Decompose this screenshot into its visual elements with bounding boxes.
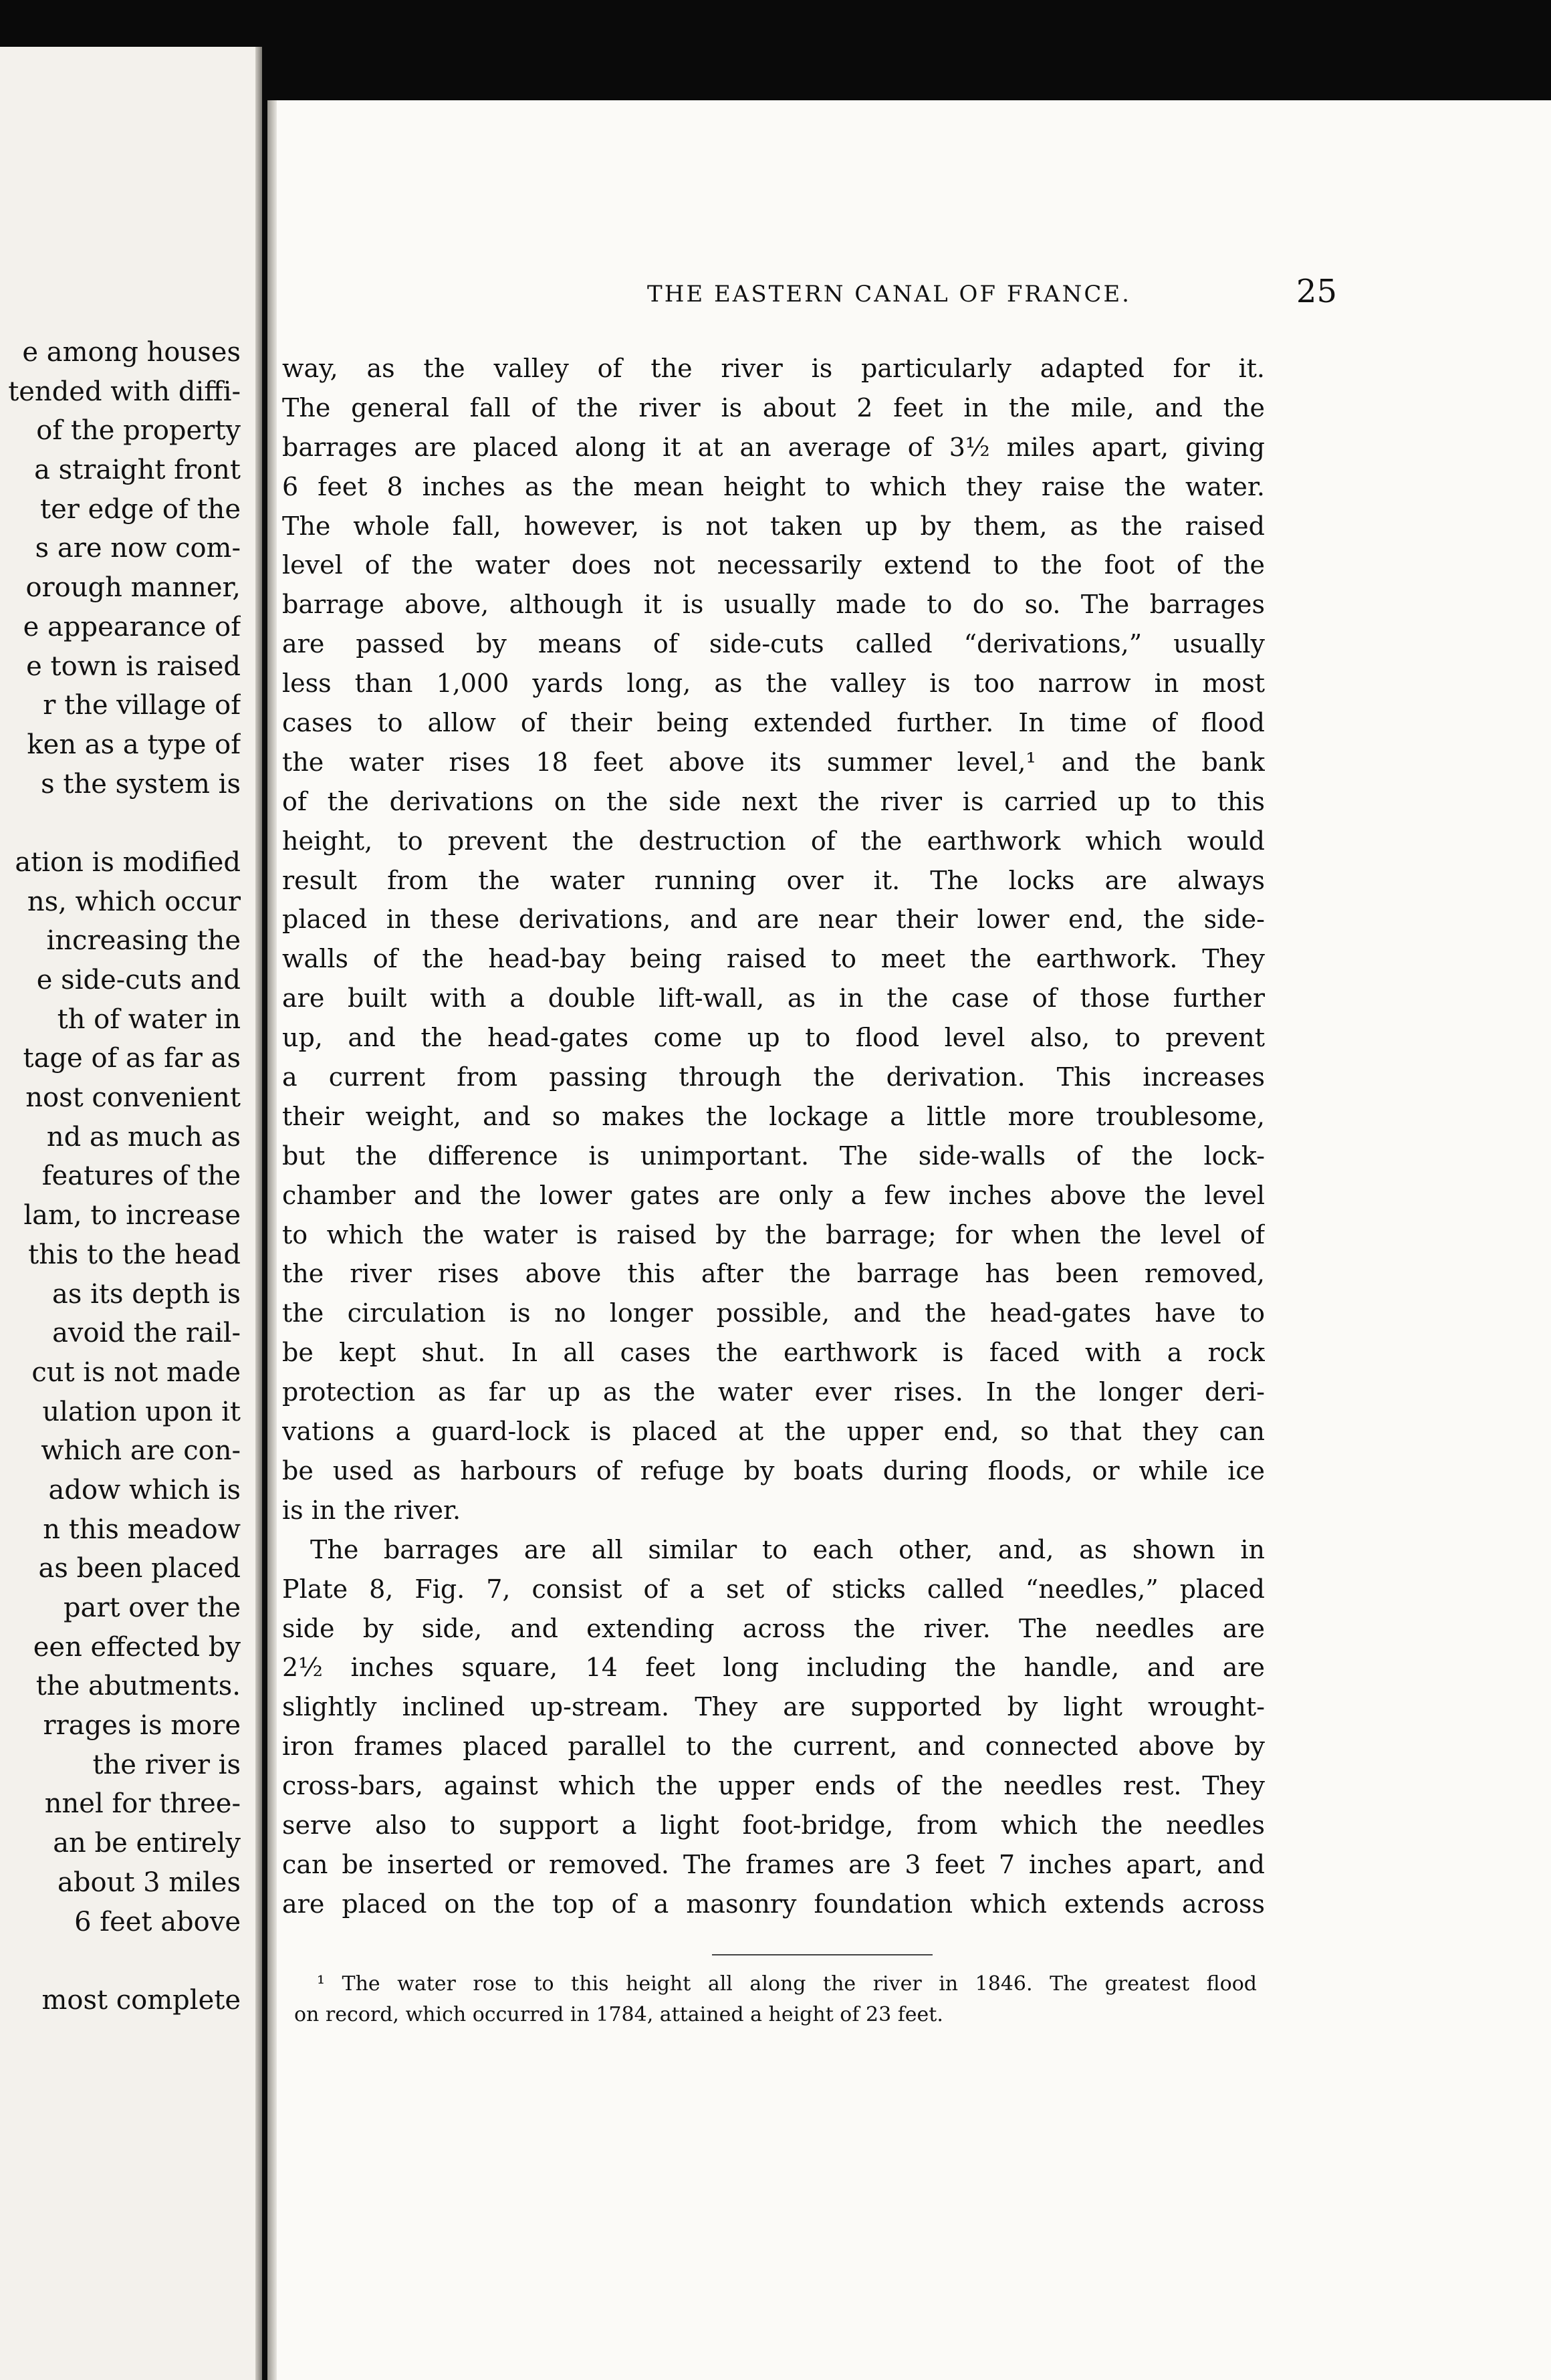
text-line: the circulation is no longer possible, and the head-gates have to — [282, 1298, 1265, 1328]
left-text-line: rrages is more — [43, 1710, 241, 1742]
left-page-edge — [255, 47, 262, 2380]
left-text-line: nost convenient — [25, 1082, 241, 1114]
text-line: side by side, and extending across the river. The needles are — [282, 1613, 1265, 1643]
text-line: cross-bars, against which the upper ends of the needles rest. They — [282, 1771, 1265, 1801]
text-line: slightly inclined up-stream. They are supported by light wrought- — [282, 1692, 1265, 1722]
text-line: are built with a double lift-wall, as in the case of those further — [282, 983, 1265, 1014]
left-page-fragment — [0, 47, 262, 2380]
left-text-line: lam, to increase — [23, 1200, 241, 1231]
left-text-line: adow which is — [48, 1474, 241, 1506]
left-text-line: e among houses — [22, 337, 241, 368]
left-text-line: nnel for three- — [44, 1788, 241, 1820]
body-text — [282, 349, 1265, 1924]
text-line: level of the water does not necessarily extend to the foot of the — [282, 550, 1265, 580]
left-text-line: e town is raised — [26, 650, 241, 682]
right-page — [267, 100, 1551, 2380]
text-line: The general fall of the river is about 2 feet in the mile, and the — [282, 392, 1265, 423]
text-line: a current from passing through the derivation. This increases — [282, 1062, 1265, 1092]
left-text-line: which are con- — [41, 1435, 241, 1467]
text-line: are placed on the top of a masonry foundation which extends across — [282, 1889, 1265, 1919]
left-text-line: s are now com- — [35, 533, 241, 564]
text-line: The barrages are all similar to each other, and, as shown in — [310, 1534, 1265, 1564]
left-text-line: ation is modified — [15, 846, 241, 878]
left-text-line: the river is — [92, 1749, 241, 1780]
text-line: placed in these derivations, and are near their lower end, the side- — [282, 905, 1265, 935]
left-text-line: een effected by — [33, 1631, 241, 1663]
text-line: to which the water is raised by the barrage; for when the level of — [282, 1219, 1265, 1250]
left-text-line: increasing the — [46, 925, 241, 957]
left-text-line: as its depth is — [52, 1278, 241, 1310]
left-text-line — [0, 1941, 241, 1981]
text-line: way, as the valley of the river is particularly adapted for it. — [282, 354, 1265, 383]
left-text-line: s the system is — [41, 768, 241, 800]
left-page-text — [0, 333, 241, 2020]
left-text-line: ken as a type of — [27, 729, 241, 760]
text-line: iron frames placed parallel to the current, and connected above by — [282, 1732, 1265, 1762]
left-text-line — [0, 804, 241, 843]
footnote — [294, 1969, 1257, 2030]
text-line: cases to allow of their being extended further. In time of flood — [282, 708, 1265, 738]
text-line: be kept shut. In all cases the earthwork is faced with a rock — [282, 1338, 1265, 1368]
page-number: 25 — [1296, 273, 1337, 310]
left-text-line: part over the — [63, 1592, 241, 1623]
text-line: 6 feet 8 inches as the mean height to which they raise the water. — [282, 471, 1265, 501]
page-gutter — [267, 100, 277, 2380]
text-line: less than 1,000 yards long, as the valley is too narrow in most — [282, 669, 1265, 699]
text-line: The whole fall, however, is not taken up by them, as the raised — [282, 511, 1265, 541]
running-head: THE EASTERN CANAL OF FRANCE. — [647, 281, 1131, 308]
text-line: but the difference is unimportant. The side-walls of the lock- — [282, 1141, 1265, 1171]
footnote-line: ¹ The water rose to this height all along the river in 1846. The greatest flood — [317, 1972, 1257, 1996]
text-line: can be inserted or removed. The frames are 3 feet 7 inches apart, and — [282, 1849, 1265, 1879]
left-text-line: features of the — [41, 1161, 241, 1192]
left-text-line: nd as much as — [46, 1121, 241, 1153]
text-line: are passed by means of side-cuts called “derivations,” usually — [282, 629, 1265, 659]
left-text-line: of the property — [36, 415, 241, 447]
text-line: chamber and the lower gates are only a few inches above the level — [282, 1180, 1265, 1210]
left-text-line: ter edge of the — [40, 493, 241, 525]
left-text-line: r the village of — [43, 690, 241, 721]
left-text-line: a straight front — [34, 455, 241, 486]
left-text-line: e side-cuts and — [36, 965, 241, 995]
left-text-line: most complete — [41, 1984, 241, 2016]
text-line: the river rises above this after the barrage has been removed, — [282, 1259, 1265, 1289]
left-text-line: as been placed — [38, 1553, 241, 1584]
text-line: walls of the head-bay being raised to meet the earthwork. They — [282, 944, 1265, 974]
left-text-line: cut is not made — [31, 1356, 241, 1388]
text-line: the water rises 18 feet above its summer level,¹ and the bank — [282, 747, 1265, 777]
text-line: height, to prevent the destruction of the earthwork which would — [282, 826, 1265, 856]
left-text-line: n this meadow — [43, 1514, 241, 1545]
text-line: barrage above, although it is usually made to do so. The barrages — [282, 590, 1265, 620]
left-text-line: e appearance of — [23, 611, 241, 642]
text-line: of the derivations on the side next the river is carried up to this — [282, 786, 1265, 816]
left-text-line: an be entirely — [53, 1828, 241, 1859]
left-text-line: the abutments. — [35, 1671, 241, 1702]
footnote-line: on record, which occurred in 1784, attained a height of 23 feet. — [294, 2003, 943, 2026]
text-line: be used as harbours of refuge by boats during floods, or while ice — [282, 1455, 1265, 1485]
left-text-line: ns, which occur — [27, 886, 241, 917]
left-text-line: th of water in — [57, 1003, 241, 1035]
footnote-rule — [712, 1954, 933, 1955]
text-line: protection as far up as the water ever rises. In the longer deri- — [282, 1377, 1265, 1407]
text-line: result from the water running over it. The locks are always — [282, 865, 1265, 895]
left-text-line: orough manner, — [25, 572, 241, 604]
text-line: their weight, and so makes the lockage a little more troublesome, — [282, 1101, 1265, 1131]
text-line: serve also to support a light foot-bridge, from which the needles — [282, 1810, 1265, 1840]
left-text-line: tended with diffi- — [8, 376, 241, 407]
text-line: up, and the head-gates come up to flood level also, to prevent — [282, 1023, 1265, 1053]
left-text-line: ulation upon it — [42, 1396, 241, 1427]
text-line: vations a guard-lock is placed at the upper end, so that they can — [282, 1417, 1265, 1447]
left-text-line: about 3 miles — [57, 1867, 241, 1898]
left-text-line: avoid the rail- — [52, 1318, 241, 1349]
left-text-line: this to the head — [28, 1239, 241, 1270]
text-line: Plate 8, Fig. 7, consist of a set of sticks called “needles,” placed — [282, 1574, 1265, 1604]
left-text-line: tage of as far as — [23, 1043, 241, 1074]
text-line: is in the river. — [282, 1495, 461, 1525]
text-line: barrages are placed along it at an average of 3½ miles apart, giving — [282, 432, 1265, 462]
text-line: 2½ inches square, 14 feet long including the handle, and are — [282, 1653, 1265, 1683]
left-text-line: 6 feet above — [74, 1906, 241, 1937]
